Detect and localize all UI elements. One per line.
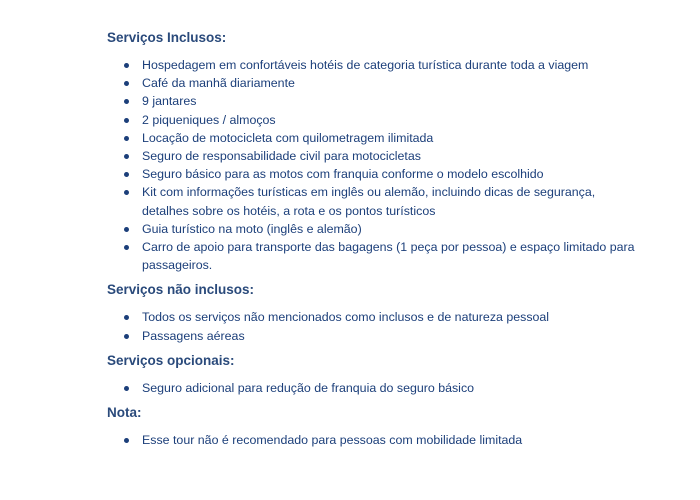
list-item [107,165,637,183]
not-included-services-list [107,308,637,344]
bullet-icon [124,118,129,123]
list-item [107,183,637,219]
included-services-list [107,56,637,274]
bullet-icon [124,81,129,86]
list-item-text: Seguro básico para as motos com franquia conforme o modelo escolhido [142,167,544,182]
bullet-icon [124,227,129,232]
bullet-icon [124,63,129,68]
list-item-text: Café da manhã diariamente [142,76,295,91]
bullet-icon [124,245,129,250]
list-item-text: Locação de motocicleta com quilometragem ilimitada [142,130,434,145]
note-heading: Nota: [107,405,142,421]
list-item-text: Guia turístico na moto (inglês e alemão) [142,221,362,236]
document-body [107,28,637,449]
list-item [107,56,637,74]
bullet-icon [124,99,129,104]
included-services-section [107,28,637,274]
list-item-text: Esse tour não é recomendado para pessoas com mobilidade limitada [142,433,523,448]
list-item [107,308,637,326]
optional-services-section [107,351,637,397]
list-item [107,111,637,129]
list-item-text: Todos os serviços não mencionados como inclusos e de natureza pessoal [142,310,550,325]
list-item-text: Hospedagem em confortáveis hotéis de categoria turística durante toda a viagem [142,58,589,72]
list-item [107,220,637,238]
note-section [107,403,637,449]
list-item-text: Passagens aéreas [142,328,245,343]
optional-services-heading: Serviços opcionais: [107,352,235,368]
bullet-icon [124,136,129,141]
list-item [107,74,637,92]
list-item [107,379,637,397]
list-item [107,129,637,147]
not-included-services-heading: Serviços não inclusos: [107,282,255,298]
bullet-icon [124,315,129,320]
not-included-services-section [107,280,637,344]
list-item [107,431,637,449]
list-item [107,92,637,110]
list-item-text: Seguro adicional para redução de franquia do seguro básico [142,380,475,395]
bullet-icon [124,386,129,391]
bullet-icon [124,154,129,159]
list-item-text: Seguro de responsabilidade civil para motocicletas [142,149,421,164]
list-item-text: Carro de apoio para transporte das bagagens (1 peça por pessoa) e espaço limitado para passageiros. [142,240,635,273]
bullet-icon [124,438,129,443]
bullet-icon [124,172,129,177]
bullet-icon [124,190,129,195]
list-item [107,238,637,274]
list-item [107,327,637,345]
included-services-heading: Serviços Inclusos: [107,30,227,45]
list-item-text: Kit com informações turísticas em inglês ou alemão, incluindo dicas de segurança, detalhes sobre os hotéis, a rota e os pontos turísticos [142,185,596,218]
bullet-icon [124,334,129,339]
list-item-text: 9 jantares [142,94,197,109]
list-item [107,147,637,165]
list-item-text: 2 piqueniques / almoços [142,112,276,127]
optional-services-list [107,379,637,397]
note-list [107,431,637,449]
